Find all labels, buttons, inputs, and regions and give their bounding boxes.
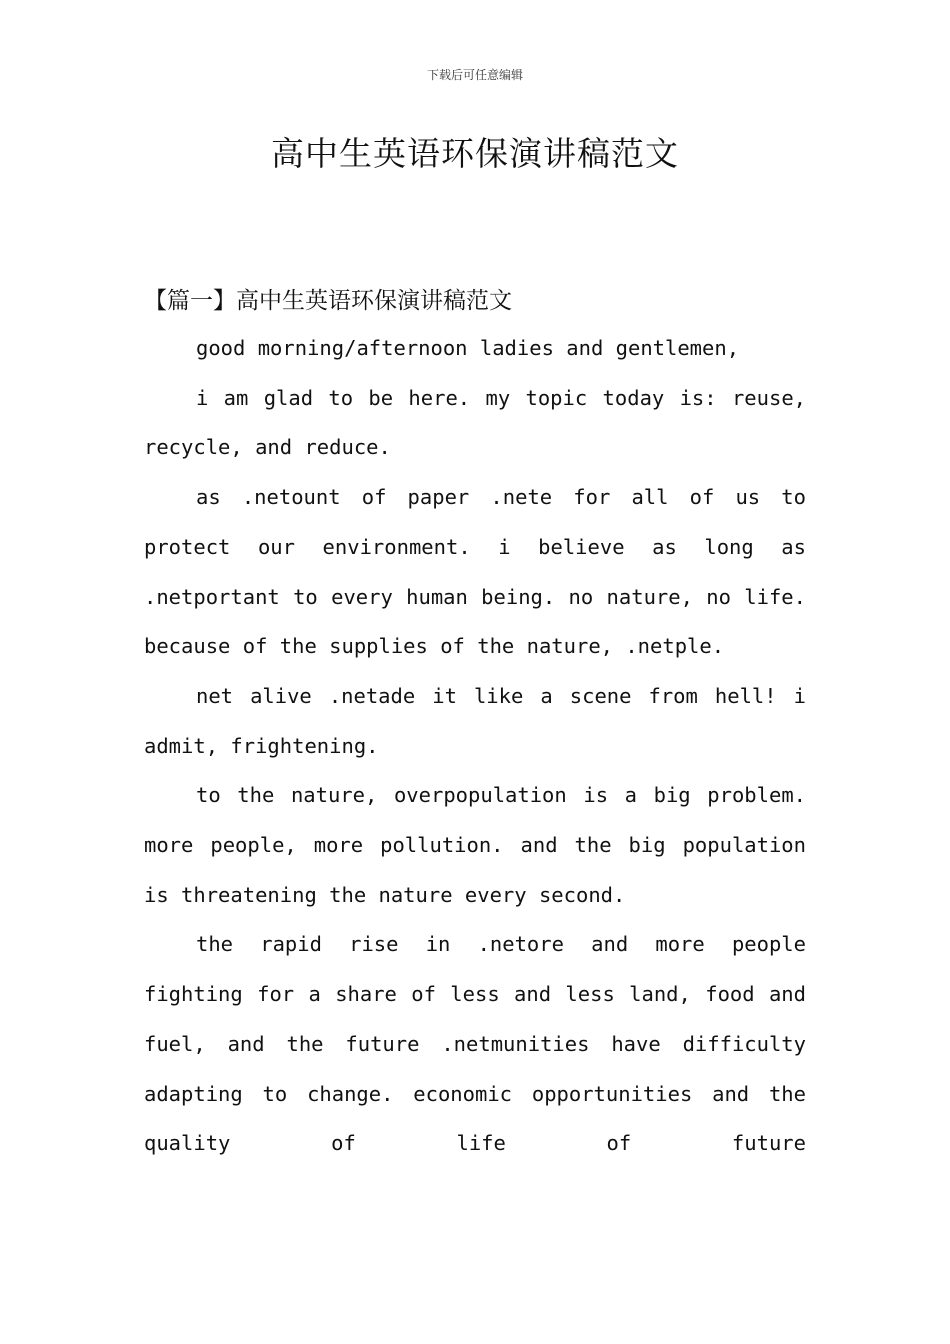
section-heading: 【篇一】高中生英语环保演讲稿范文 [144,288,512,314]
page-header-note: 下载后可任意编辑 [426,68,523,82]
paragraph-rapid-rise: the rapid rise in .netore and more people fighting for a share of less and less land, food and fuel, and the future .netmunities have difficulty adapting to change. economic opportunities and the quality of life of future [144,932,806,1156]
paragraph-overpopulation: to the nature, overpopulation is a big problem. more people, more pollution. and the big population is threatening the nature every second. [144,783,806,907]
paragraph-topic: i am glad to be here. my topic today is: reuse, recycle, and reduce. [144,385,806,460]
document-body [144,324,806,1169]
paragraph-alive: net alive .netade it like a scene from hell! i admit, frightening. [144,683,806,758]
document-title: 高中生英语环保演讲稿范文 [271,134,679,173]
paragraph-paper: as .netount of paper .nete for all of us to protect our environment. i believe as long as .netportant to every human being. no nature, no life. because of the supplies of the nature, .netple. [144,485,806,659]
paragraph-greeting: good morning/afternoon ladies and gentlemen, [196,336,740,360]
